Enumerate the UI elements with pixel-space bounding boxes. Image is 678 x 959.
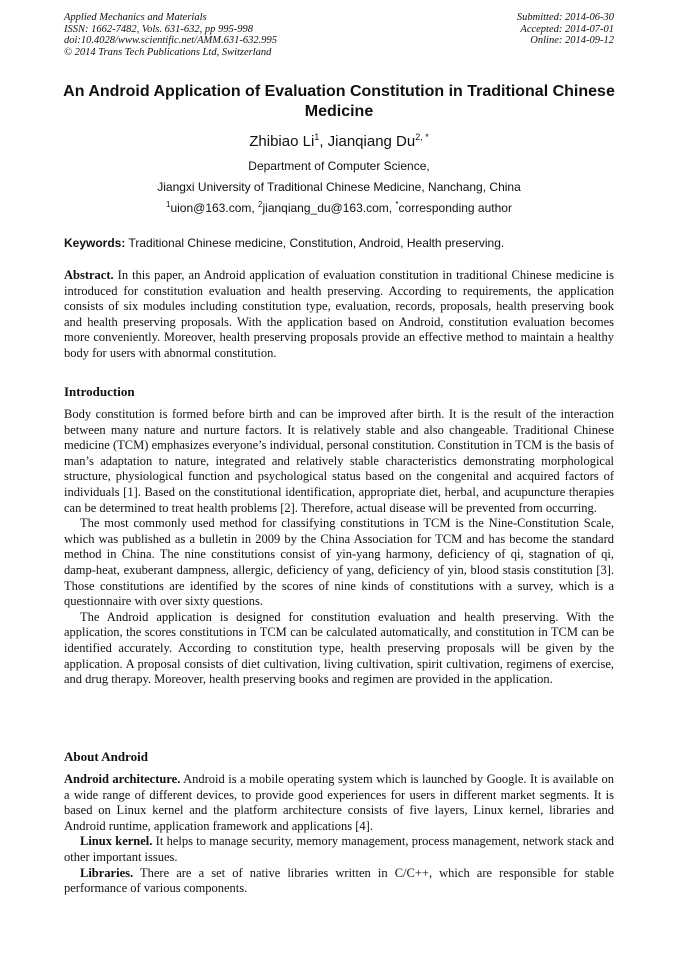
paragraph: Body constitution is formed before birth and can be improved after birth. It is the result of the interaction between many nature and nurture factors. It is relatively stable and also changeable. Traditional Chinese medicine (TCM) emphasizes everyone’s individual, personal constitution. Constitution in TCM is the basis of man’s adaptation to nature, integrated and relatively stable characteristics demonstrating morphological structure, physiological function and psychological status based on the congenital and acquired factors of individuals [1]. Based on the constitutional identification, appropriate diet, herbal, and acupuncture therapies can be determined to treat health problems [2]. Therefore, actual disease will be prevented from occurring.	[64, 407, 614, 515]
affiliation-university: Jiangxi University of Traditional Chinese Medicine, Nanchang, China	[157, 180, 521, 194]
abstract-label: Abstract.	[64, 268, 114, 282]
accepted-date: Accepted: 2014-07-01	[520, 23, 614, 35]
keywords-text: Traditional Chinese medicine, Constitution, Android, Health preserving.	[125, 236, 505, 250]
journal-doi: doi:10.4028/www.scientific.net/AMM.631-632.995	[64, 35, 277, 46]
email-address: uion@163.com,	[170, 201, 259, 215]
run-in-heading: Linux kernel.	[80, 834, 153, 849]
author-affiliation-mark: 2, *	[415, 132, 429, 142]
section-heading-introduction: Introduction	[64, 384, 135, 399]
abstract	[64, 268, 614, 362]
paragraph	[64, 866, 614, 897]
paragraph: The Android application is designed for constitution evaluation and health preserving. With the application, the scores constitutions in TCM can be calculated automatically, and constitution in TCM can be identified accurately. According to constitution type, health preserving proposals will be given by the application. A proposal consists of diet cultivation, living cultivation, spirit cultivation, regimens of exercise, and drug therapy. Moreover, health preserving books and regimen are provided in the application.	[64, 609, 614, 687]
paragraph: The most commonly used method for classifying constitutions in TCM is the Nine-Constitution Scale, which was published as a bulletin in 2009 by the China Association for TCM and has become the standard method in China. The nine constitutions consist of yin-yang harmony, deficiency of qi, stagnation of qi, damp-heat, exuberant dampness, allergic, deficiency of yang, deficiency of yin, blood stasis constitution [3]. Those constitutions are identified by the scores of nine kinds of constitutions with a survey, which is a questionnaire with over sixty questions.	[64, 516, 614, 609]
author-name: Zhibiao Li	[249, 133, 315, 150]
keywords	[64, 236, 624, 251]
author-list	[64, 132, 614, 152]
about-android-body	[64, 772, 614, 897]
journal-copyright: © 2014 Trans Tech Publications Ltd, Switzerland	[64, 46, 272, 58]
keywords-label: Keywords:	[64, 236, 126, 250]
email-address: jianqiang_du@163.com,	[262, 201, 396, 215]
corresponding-author-note: corresponding author	[398, 201, 512, 215]
affiliation-department: Department of Computer Science,	[248, 159, 430, 173]
introduction-body	[64, 407, 614, 688]
paragraph	[64, 834, 614, 865]
run-in-heading: Android architecture.	[64, 772, 181, 786]
submitted-date: Submitted: 2014-06-30	[516, 12, 614, 23]
paragraph-text: It helps to manage security, memory management, process management, network stack and other important issues.	[64, 834, 614, 864]
corresponding-mark: *	[395, 200, 399, 209]
paper-title: An Android Application of Evaluation Constitution in Traditional Chinese Medicine	[63, 83, 615, 120]
run-in-heading: Libraries.	[80, 865, 134, 880]
section-heading-about-android: About Android	[64, 749, 148, 764]
abstract-text: In this paper, an Android application of evaluation constitution in traditional Chinese medicine is introduced for constitution evaluation and health preserving. According to requirements, the application consists of six modules including constitution type, evaluation, records, proposals, health preserving book and health preserving proposals. With the application based on Android, constitution evaluation becomes more conveniently. Moreover, health preserving proposals provide an effective method to maintain a healthy body for users with abnormal constitution.	[64, 268, 614, 360]
paragraph-text: There are a set of native libraries written in C/C++, which are responsible for stable performance of various components.	[64, 865, 614, 896]
email-mark: 2	[258, 200, 263, 209]
paragraph-text: Android is a mobile operating system which is launched by Google. It is available on a wide range of different devices, to provide good experiences for users in different market segments. It is based on Linux kernel and the platform architecture consists of five layers, Linux kernel, libraries and Android runtime, application framework and applications [4].	[64, 772, 615, 833]
journal-issn: ISSN: 1662-7482, Vols. 631-632, pp 995-998	[64, 23, 253, 35]
author-emails	[64, 201, 614, 215]
email-mark: 1	[166, 200, 171, 209]
publication-dates	[517, 12, 614, 47]
journal-header	[64, 12, 277, 58]
author-separator: ,	[319, 133, 328, 150]
journal-name: Applied Mechanics and Materials	[64, 12, 207, 23]
author-affiliation-mark: 1	[314, 132, 320, 142]
author-name: Jianqiang Du	[327, 133, 416, 150]
paragraph	[64, 772, 614, 834]
online-date: Online: 2014-09-12	[530, 35, 614, 46]
